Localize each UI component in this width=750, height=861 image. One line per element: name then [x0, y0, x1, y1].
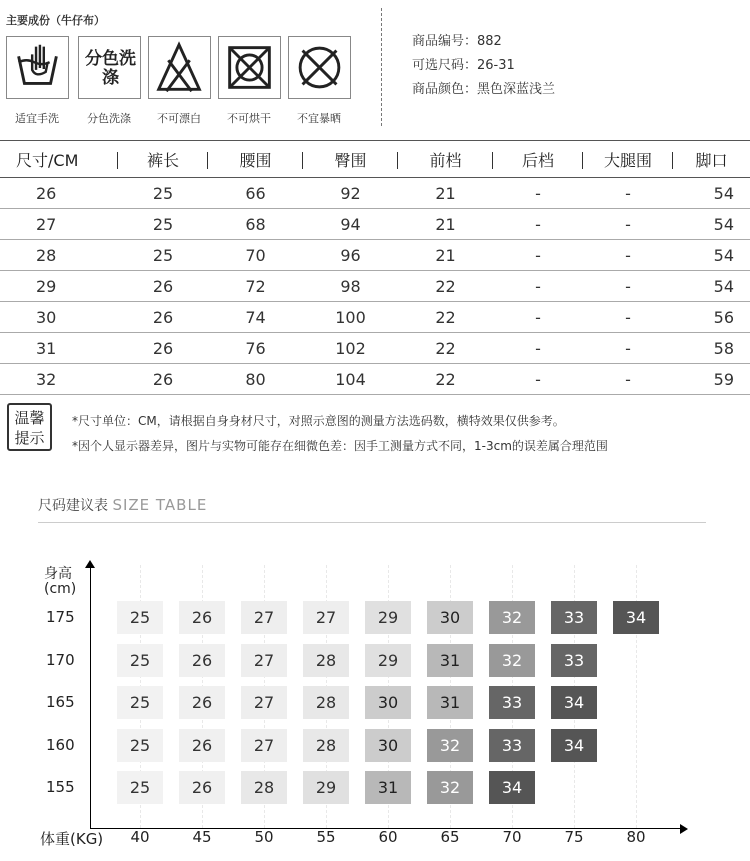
x-tick-label: 50	[254, 828, 274, 846]
table-cell: -	[493, 302, 583, 333]
table-cell: 25	[118, 209, 208, 240]
y-tick-label: 155	[46, 778, 75, 796]
table-cell: -	[493, 240, 583, 271]
size-cell: 30	[365, 686, 411, 719]
table-row	[0, 271, 750, 302]
table-cell: 72	[208, 271, 303, 302]
y-axis-unit: (cm)	[44, 581, 77, 597]
table-cell: 76	[208, 333, 303, 364]
table-cell: 29	[0, 271, 118, 302]
table-cell: 22	[398, 364, 493, 395]
header-text: 大腿围	[603, 150, 652, 170]
size-table-header-cell	[398, 141, 493, 178]
size-cell: 26	[179, 771, 225, 804]
table-cell: 21	[398, 178, 493, 209]
size-cell: 27	[303, 601, 349, 634]
table-cell: 58	[673, 333, 750, 364]
table-cell: 68	[208, 209, 303, 240]
table-cell: 54	[673, 271, 750, 302]
size-cell: 28	[303, 686, 349, 719]
table-cell: -	[583, 178, 673, 209]
header-text: 腰围	[239, 150, 272, 170]
size-table-header-cell	[673, 141, 750, 178]
size-cell: 28	[303, 729, 349, 762]
hand-wash-icon	[6, 36, 69, 99]
size-cell: 32	[427, 771, 473, 804]
table-cell: -	[493, 178, 583, 209]
chart-title-divider	[38, 522, 706, 523]
size-cell: 28	[303, 644, 349, 677]
y-axis-arrow	[85, 560, 95, 568]
header-text: 裤长	[146, 150, 179, 170]
table-cell: -	[583, 364, 673, 395]
chart-title-text: 尺码建议表	[38, 498, 108, 514]
table-cell: 26	[118, 333, 208, 364]
size-cell: 26	[179, 601, 225, 634]
product-code	[412, 30, 502, 49]
table-cell: 80	[208, 364, 303, 395]
size-cell: 33	[551, 644, 597, 677]
table-row	[0, 302, 750, 333]
chart-subtitle: SIZE TABLE	[112, 496, 208, 514]
table-row	[0, 364, 750, 395]
size-table-header-cell	[493, 141, 583, 178]
size-cell: 28	[241, 771, 287, 804]
size-cell: 34	[613, 601, 659, 634]
notice-badge-line: 提示	[14, 429, 45, 447]
size-cell: 32	[489, 601, 535, 634]
size-table-header-cell	[583, 141, 673, 178]
product-colors-value: 黑色深蓝浅兰	[477, 82, 556, 97]
table-cell: 22	[398, 271, 493, 302]
product-sizes-label: 可选尺码：	[412, 58, 478, 73]
care-title: 主要成份（牛仔布）	[6, 14, 105, 27]
y-axis-line	[90, 565, 91, 829]
y-tick-label: 170	[46, 650, 75, 669]
separate-wash-text: 分色洗涤	[85, 49, 136, 88]
size-cell: 30	[427, 601, 473, 634]
size-table-header-cell	[118, 141, 208, 178]
size-cell: 25	[117, 601, 163, 634]
table-cell: 96	[303, 240, 398, 271]
header-text: 尺寸/CM	[16, 150, 79, 170]
no-sun-dry-icon	[288, 36, 351, 99]
table-cell: -	[583, 333, 673, 364]
y-axis-label: 身高	[44, 566, 72, 582]
no-tumble-dry-icon	[218, 36, 281, 99]
table-cell: 21	[398, 240, 493, 271]
table-cell: 22	[398, 333, 493, 364]
product-sizes-value: 26-31	[477, 58, 515, 73]
header-text: 臀围	[334, 150, 367, 170]
size-table-header-cell	[0, 141, 118, 178]
size-table-header-cell	[208, 141, 303, 178]
size-cell: 27	[241, 601, 287, 634]
table-cell: 21	[398, 209, 493, 240]
table-row	[0, 333, 750, 364]
table-cell: 25	[118, 178, 208, 209]
table-cell: 104	[303, 364, 398, 395]
table-cell: 27	[0, 209, 118, 240]
x-tick-label: 75	[564, 828, 584, 846]
size-cell: 33	[551, 601, 597, 634]
size-cell: 34	[489, 771, 535, 804]
size-cell: 31	[427, 644, 473, 677]
size-cell: 26	[179, 729, 225, 762]
x-tick-label: 55	[316, 828, 336, 846]
table-cell: 70	[208, 240, 303, 271]
product-colors-label: 商品颜色：	[412, 82, 478, 97]
table-cell: 25	[118, 240, 208, 271]
care-label: 适宜手洗	[15, 112, 59, 125]
table-cell: 102	[303, 333, 398, 364]
table-cell: 32	[0, 364, 118, 395]
table-cell: 59	[673, 364, 750, 395]
table-cell: 54	[673, 240, 750, 271]
size-cell: 31	[365, 771, 411, 804]
notice-badge-line: 温馨	[14, 409, 45, 427]
table-row	[0, 209, 750, 240]
table-cell: -	[583, 302, 673, 333]
size-cell: 25	[117, 729, 163, 762]
product-sizes	[412, 54, 515, 73]
size-cell: 27	[241, 729, 287, 762]
care-label: 不宜暴晒	[297, 112, 341, 125]
table-cell: 26	[118, 271, 208, 302]
x-tick-label: 40	[130, 828, 150, 846]
table-cell: -	[583, 209, 673, 240]
size-cell: 27	[241, 644, 287, 677]
chart-title	[38, 495, 207, 515]
size-table	[0, 140, 750, 395]
notice-text: *尺寸单位：CM，请根据自身身材尺寸，对照示意图的测量方法选码数，横特效果仅供参考。	[72, 414, 565, 428]
size-table-header-cell	[303, 141, 398, 178]
table-cell: -	[583, 240, 673, 271]
product-code-value: 882	[477, 34, 502, 49]
table-cell: 30	[0, 302, 118, 333]
separate-wash-icon	[78, 36, 141, 99]
size-cell: 27	[241, 686, 287, 719]
care-label: 不可漂白	[157, 112, 201, 125]
y-tick-label: 165	[46, 693, 75, 711]
x-tick-label: 65	[440, 828, 460, 846]
care-label: 不可烘干	[227, 112, 271, 125]
x-tick-label: 80	[626, 828, 646, 846]
table-cell: 56	[673, 302, 750, 333]
notice-text: *因个人显示器差异，图片与实物可能存在细微色差：因手工测量方式不同，1-3cm的误差属合理范围	[72, 439, 608, 453]
x-tick-label: 60	[378, 828, 398, 846]
care-label: 分色洗涤	[87, 112, 131, 125]
x-axis-arrow	[680, 824, 688, 834]
size-cell: 34	[551, 729, 597, 762]
table-cell: 54	[673, 178, 750, 209]
size-cell: 26	[179, 686, 225, 719]
header-text: 脚口	[695, 150, 728, 170]
size-cell: 25	[117, 771, 163, 804]
table-row	[0, 240, 750, 271]
x-tick-label: 70	[502, 828, 522, 846]
size-cell: 25	[117, 644, 163, 677]
header-text: 前档	[429, 150, 462, 170]
product-colors	[412, 78, 555, 97]
header-text: 后档	[521, 150, 554, 170]
x-axis-label: 体重(KG)	[40, 830, 104, 848]
size-cell: 29	[303, 771, 349, 804]
table-cell: 54	[673, 209, 750, 240]
table-cell: 22	[398, 302, 493, 333]
size-cell: 32	[489, 644, 535, 677]
notice-badge	[7, 403, 52, 451]
table-cell: 28	[0, 240, 118, 271]
size-cell: 30	[365, 729, 411, 762]
size-cell: 26	[179, 644, 225, 677]
size-cell: 33	[489, 729, 535, 762]
table-cell: -	[493, 364, 583, 395]
no-bleach-icon	[148, 36, 211, 99]
table-cell: -	[493, 209, 583, 240]
size-cell: 29	[365, 644, 411, 677]
table-cell: -	[583, 271, 673, 302]
table-cell: 66	[208, 178, 303, 209]
table-cell: 26	[0, 178, 118, 209]
size-cell: 29	[365, 601, 411, 634]
size-cell: 34	[551, 686, 597, 719]
table-cell: -	[493, 271, 583, 302]
y-tick-label: 160	[46, 735, 75, 754]
table-cell: 31	[0, 333, 118, 364]
product-code-label: 商品编号：	[412, 34, 478, 49]
table-cell: 100	[303, 302, 398, 333]
table-cell: 94	[303, 209, 398, 240]
size-cell: 25	[117, 686, 163, 719]
table-cell: 92	[303, 178, 398, 209]
table-cell: 26	[118, 364, 208, 395]
size-cell: 31	[427, 686, 473, 719]
size-cell: 33	[489, 686, 535, 719]
header-divider	[381, 8, 382, 126]
table-cell: 26	[118, 302, 208, 333]
x-tick-label: 45	[192, 828, 212, 846]
table-cell: 98	[303, 271, 398, 302]
y-tick-label: 175	[46, 608, 75, 626]
table-cell: -	[493, 333, 583, 364]
table-cell: 74	[208, 302, 303, 333]
size-table-header	[0, 141, 750, 178]
table-row	[0, 178, 750, 209]
size-cell: 32	[427, 729, 473, 762]
